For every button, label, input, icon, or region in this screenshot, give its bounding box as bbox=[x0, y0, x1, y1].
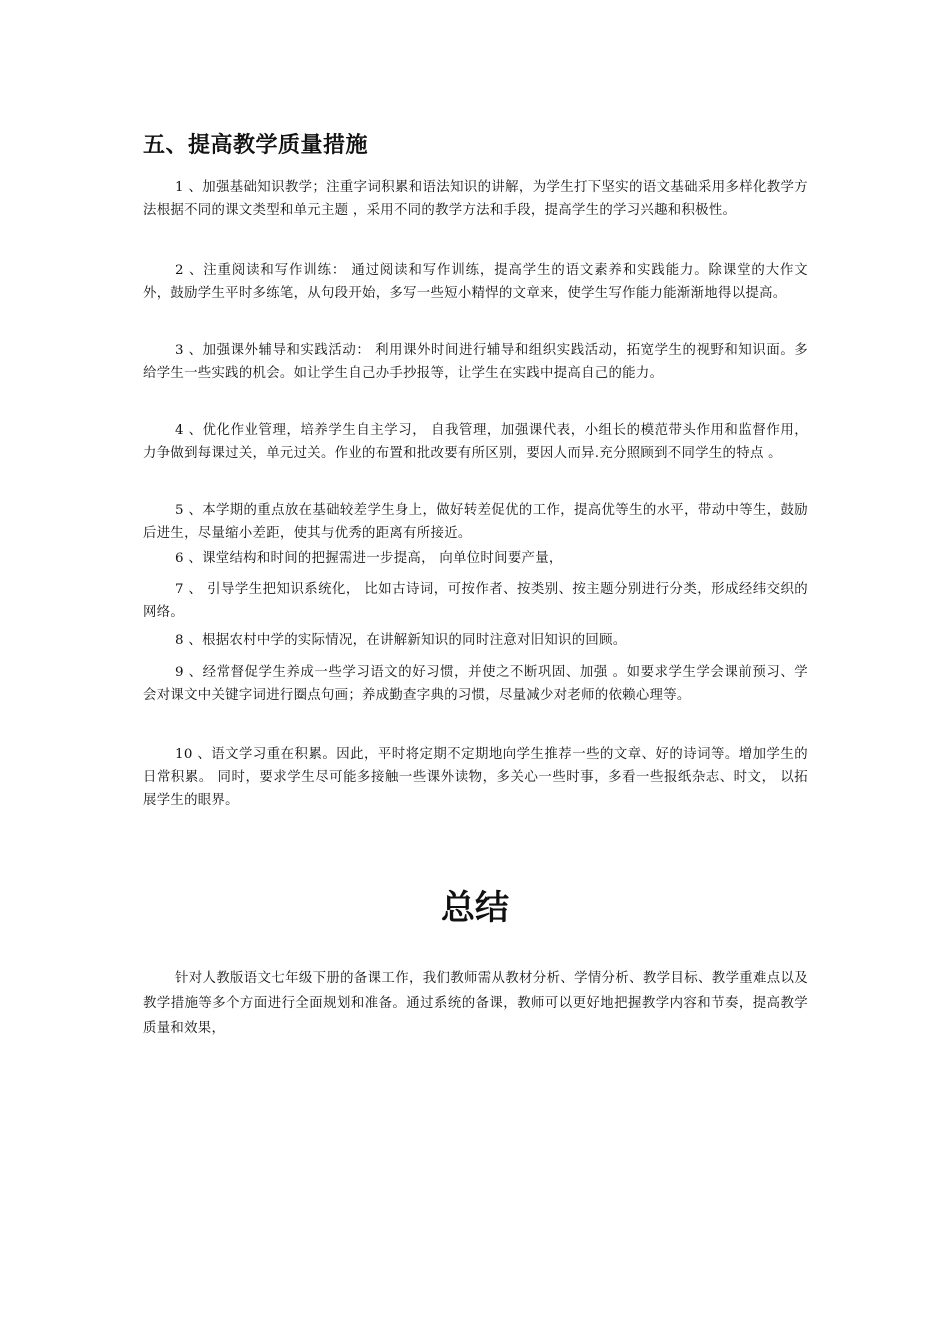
measure-item-6: 6 、课堂结构和时间的把握需进一步提高， 向单位时间要产量， bbox=[175, 551, 563, 566]
measure-item-5: 5 、本学期的重点放在基础较差学生身上，做好转差促优的工作，提高优等生的水平，带动中等生，鼓励后进生，尽量缩小差距，使其与优秀的距离有所接近。 bbox=[143, 503, 808, 541]
summary-title: 总结 bbox=[441, 888, 509, 928]
summary-paragraph: 针对人教版语文七年级下册的备课工作，我们教师需从教材分析、学情分析、教学目标、教学重难点以及教学措施等多个方面进行全面规划和准备。通过系统的备课，教师可以更好地把握教学内容和节奏，提高教学质量和效果， bbox=[143, 971, 808, 1036]
measure-item-8: 8 、根据农村中学的实际情况，在讲解新知识的同时注意对旧知识的回顾。 bbox=[175, 633, 627, 648]
measure-item-1: 1 、加强基础知识教学；注重字词积累和语法知识的讲解，为学生打下坚实的语文基础采用多样化教学方法根据不同的课文类型和单元主题 ，采用不同的教学方法和手段，提高学生的学习兴趣和积极性。 bbox=[143, 180, 808, 218]
measure-item-4: 4 、优化作业管理，培养学生自主学习， 自我管理，加强课代表，小组长的模范带头作用和监督作用，力争做到每课过关，单元过关。作业的布置和批改要有所区别，要因人而异.充分照顾到不同学生的特点 。 bbox=[143, 423, 808, 461]
measure-item-9: 9 、经常督促学生养成一些学习语文的好习惯，并使之不断巩固、加强 。如要求学生学会课前预习、学会对课文中关键字词进行圈点句画；养成勤查字典的习惯，尽量减少对老师的依赖心理等。 bbox=[143, 665, 808, 703]
measure-item-10: 10 、语文学习重在积累。因此，平时将定期不定期地向学生推荐一些的文章、好的诗词等。增加学生的日常积累。 同时，要求学生尽可能多接触一些课外读物，多关心一些时事，多看一些报纸杂志、时文， 以拓展学生的眼界。 bbox=[143, 747, 808, 808]
section-heading: 五、提高教学质量措施 bbox=[143, 133, 369, 158]
measure-item-3: 3 、加强课外辅导和实践活动： 利用课外时间进行辅导和组织实践活动，拓宽学生的视野和知识面。多给学生一些实践的机会。如让学生自己办手抄报等，让学生在实践中提高自己的能力。 bbox=[143, 343, 808, 381]
measure-item-2: 2 、注重阅读和写作训练： 通过阅读和写作训练，提高学生的语文素养和实践能力。除课堂的大作文外，鼓励学生平时多练笔，从句段开始，多写一些短小精悍的文章来，使学生写作能力能渐渐地得以提高。 bbox=[143, 263, 808, 301]
measure-item-7: 7 、 引导学生把知识系统化， 比如古诗词，可按作者、按类别、按主题分别进行分类，形成经纬交织的网络。 bbox=[143, 582, 808, 620]
